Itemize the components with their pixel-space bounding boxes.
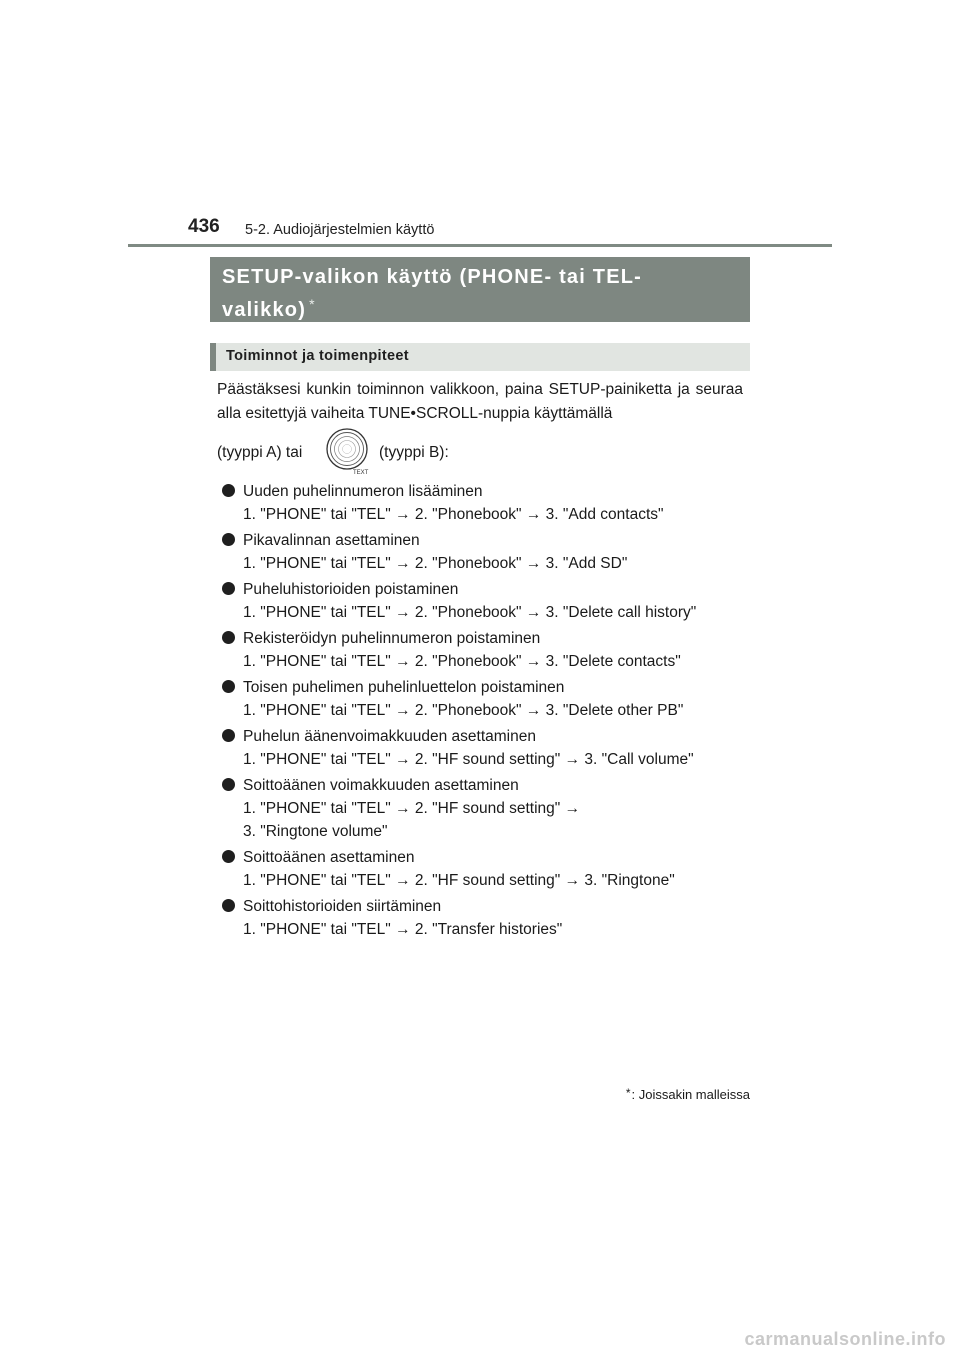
- header-divider: [128, 244, 832, 247]
- step-path: 1. "PHONE" tai "TEL" → 2. "Phonebook" → 3. "Delete other PB": [243, 702, 684, 719]
- step-path: 1. "PHONE" tai "TEL" → 2. "Phonebook" → 3. "Add SD": [243, 555, 628, 572]
- step-path-continued: 3. "Ringtone volume": [243, 823, 388, 840]
- bullet-icon: [222, 631, 235, 644]
- chapter-title: 5-2. Audiojärjestelmien käyttö: [245, 222, 435, 238]
- list-item: [222, 726, 752, 771]
- step-title: Puhelun äänenvoimakkuuden asettaminen: [243, 728, 536, 745]
- step-title: Soittohistorioiden siirtäminen: [243, 898, 442, 915]
- tune-scroll-knob-icon: [324, 427, 374, 477]
- bullet-icon: [222, 850, 235, 863]
- step-path: 1. "PHONE" tai "TEL" → 2. "Phonebook" → 3. "Add contacts": [243, 506, 664, 523]
- intro-knob-line: [217, 427, 517, 479]
- list-item: [222, 896, 752, 941]
- subsection-title: Toiminnot ja toimenpiteet: [210, 343, 750, 371]
- section-title-line2-wrap: [222, 291, 738, 324]
- knob-text-label: TEXT: [353, 470, 369, 476]
- footnote-text: : Joissakin malleissa: [631, 1087, 750, 1102]
- list-item: [222, 628, 752, 673]
- list-item: [222, 579, 752, 624]
- list-item: [222, 530, 752, 575]
- section-title-line2: valikko): [222, 299, 307, 321]
- list-item: [222, 847, 752, 892]
- step-title: Soittoäänen voimakkuuden asettaminen: [243, 777, 519, 794]
- step-title: Pikavalinnan asettaminen: [243, 532, 420, 549]
- step-title: Toisen puhelimen puhelinluettelon poistaminen: [243, 679, 565, 696]
- step-title: Uuden puhelinnumeron lisääminen: [243, 483, 483, 500]
- step-path: 1. "PHONE" tai "TEL" → 2. "Phonebook" → 3. "Delete call history": [243, 604, 697, 621]
- page-number: 436: [188, 216, 220, 237]
- bullet-icon: [222, 729, 235, 742]
- watermark: carmanualsonline.info: [744, 1329, 946, 1349]
- bullet-icon: [222, 484, 235, 497]
- list-item: [222, 481, 752, 526]
- footnote-star-icon: *: [625, 1086, 631, 1100]
- bullet-icon: [222, 680, 235, 693]
- type-b-label: (tyyppi B):: [379, 444, 449, 461]
- footnote: [626, 1086, 750, 1102]
- type-a-label: (tyyppi A) tai: [217, 444, 303, 461]
- step-path: 1. "PHONE" tai "TEL" → 2. "HF sound setting" → 3. "Ringtone": [243, 872, 675, 889]
- bullet-icon: [222, 778, 235, 791]
- steps-list: [222, 481, 752, 945]
- step-path: 1. "PHONE" tai "TEL" → 2. "HF sound setting" →: [243, 800, 581, 817]
- step-title: Rekisteröidyn puhelinnumeron poistaminen: [243, 630, 541, 647]
- step-path: 1. "PHONE" tai "TEL" → 2. "HF sound setting" → 3. "Call volume": [243, 751, 694, 768]
- bullet-icon: [222, 899, 235, 912]
- intro-paragraph: Päästäksesi kunkin toiminnon valikkoon, paina SETUP-painiketta ja seuraa alla esitettyjä vaiheita TUNE•SCROLL-nuppia käyttämällä: [217, 381, 743, 422]
- section-title-banner: [210, 257, 750, 322]
- footnote-mark: *: [309, 296, 316, 312]
- step-title: Soittoäänen asettaminen: [243, 849, 415, 866]
- section-title-line1: SETUP-valikon käyttö (PHONE- tai TEL-: [222, 266, 643, 288]
- list-item: [222, 775, 752, 843]
- step-title: Puheluhistorioiden poistaminen: [243, 581, 459, 598]
- step-path: 1. "PHONE" tai "TEL" → 2. "Phonebook" → 3. "Delete contacts": [243, 653, 681, 670]
- step-path: 1. "PHONE" tai "TEL" → 2. "Transfer histories": [243, 921, 563, 938]
- list-item: [222, 677, 752, 722]
- bullet-icon: [222, 533, 235, 546]
- bullet-icon: [222, 582, 235, 595]
